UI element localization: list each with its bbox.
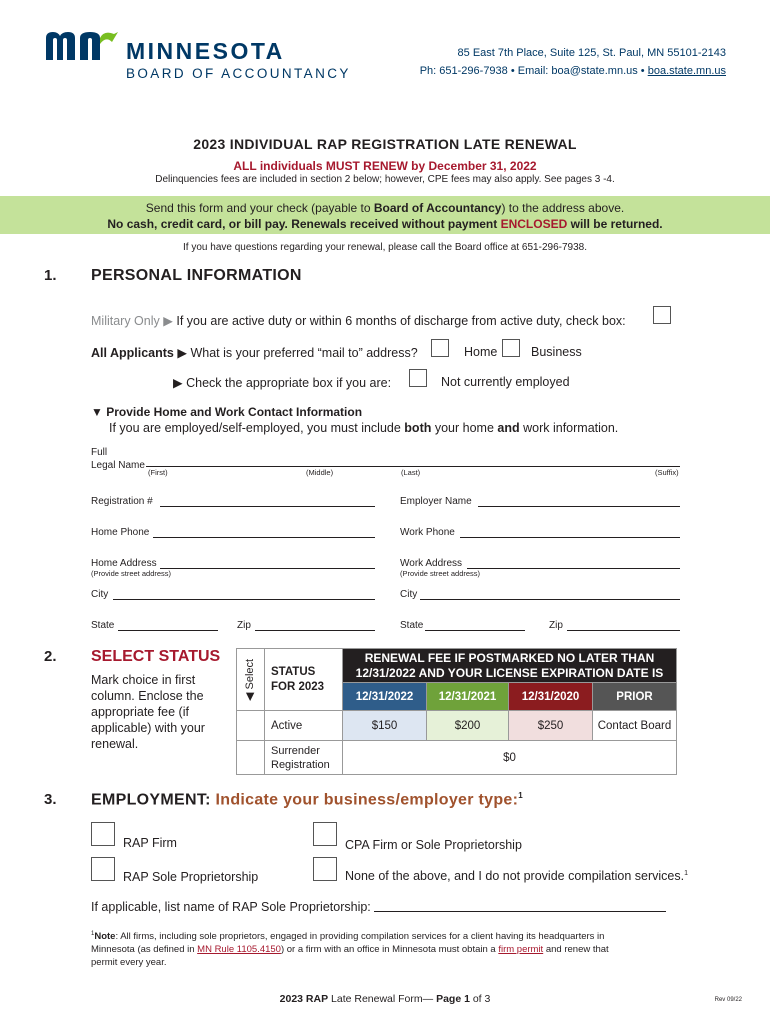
banner-warning: will be returned. [567, 217, 663, 231]
applicable-label: If applicable, list name of RAP Sole Proprietorship: [91, 900, 371, 914]
first-hint: (First) [148, 468, 168, 477]
status-active: Active [265, 711, 343, 741]
contact-text: Ph: 651-296-7938 • Email: boa@state.mn.us • [419, 65, 648, 77]
home-label: Home [464, 345, 498, 359]
fee-surrender: $0 [343, 741, 677, 775]
note-text: : All firms, including sole proprietors, engaged in providing compilation services for a client having its headquarters in [115, 931, 605, 943]
mail-to-text: What is your preferred “mail to” address? [190, 346, 418, 360]
contact-note [109, 421, 618, 435]
instruction-line: column. Enclose the [91, 689, 204, 703]
home-address-input[interactable] [160, 568, 375, 569]
select-text: Select [244, 658, 256, 690]
work-zip-input[interactable] [567, 630, 680, 631]
home-zip-label: Zip [237, 620, 251, 631]
questions-note: If you have questions regarding your renewal, please call the Board office at 651-296-7938. [183, 242, 587, 253]
home-phone-input[interactable] [153, 537, 375, 538]
section-2-number: 2. [44, 648, 57, 665]
rap-firm-label: RAP Firm [123, 836, 177, 850]
middle-hint: (Middle) [306, 468, 334, 477]
section-1-title: PERSONAL INFORMATION [91, 267, 302, 284]
rap-sole-label: RAP Sole Proprietorship [123, 870, 259, 884]
footnote-line: permit every year. [91, 957, 167, 969]
select-header [237, 649, 265, 711]
banner-text: ) to the address above. [501, 201, 625, 215]
arrow-left-icon: ◀ [244, 692, 256, 701]
instruction-line: applicable) with your [91, 721, 205, 735]
footnote-marker: 1 [518, 791, 523, 800]
status-header [265, 649, 343, 711]
firm-permit-link[interactable]: firm permit [498, 944, 544, 956]
active-select-cell[interactable] [237, 711, 265, 741]
arrow-right-icon: ▶ [177, 346, 187, 360]
suffix-hint: (Suffix) [655, 468, 679, 477]
work-address-label: Work Address [400, 558, 463, 569]
business-checkbox[interactable] [502, 339, 520, 357]
note-label: Note [94, 931, 116, 943]
home-zip-input[interactable] [255, 630, 375, 631]
date-2021: 12/31/2021 [427, 683, 509, 711]
section-2-title: SELECT STATUS [91, 648, 221, 665]
footnote-line [91, 928, 691, 943]
surrender-select-cell[interactable] [237, 741, 265, 775]
rap-firm-checkbox[interactable] [91, 822, 115, 846]
mn-logo-icon [44, 30, 120, 60]
instruction-line: renewal. [91, 737, 139, 751]
military-checkbox[interactable] [653, 306, 671, 324]
delinquency-note: Delinquencies fees are included in section 2 below; however, CPE fees may also apply. See pages 3 -4. [155, 174, 615, 185]
section-3-number: 3. [44, 791, 57, 808]
payee-name: Board of Accountancy [373, 201, 502, 215]
military-label: Military Only [91, 314, 160, 328]
contact-heading-text: Provide Home and Work Contact Information [106, 405, 363, 419]
contact-heading [91, 405, 362, 419]
date-prior: PRIOR [593, 683, 677, 711]
cpa-firm-checkbox[interactable] [313, 822, 337, 846]
business-label: Business [531, 345, 582, 359]
contact-block [420, 44, 726, 80]
work-state-label: State [400, 620, 424, 631]
board-logo [44, 30, 364, 85]
arrow-right-icon: ▶ [163, 314, 173, 328]
contact-line [420, 62, 726, 80]
instruction-line: appropriate fee (if [91, 705, 189, 719]
employer-label: Employer Name [400, 496, 472, 507]
footnote-marker: 1 [91, 931, 95, 937]
home-phone-label: Home Phone [91, 527, 150, 538]
home-state-input[interactable] [118, 630, 218, 631]
work-state-input[interactable] [425, 630, 525, 631]
employment-title: EMPLOYMENT: [91, 791, 216, 809]
military-row [91, 313, 626, 328]
footer-form: 2023 RAP [279, 993, 329, 1005]
military-text: If you are active duty or within 6 months of discharge from active duty, check box: [176, 314, 626, 328]
note-text: Minnesota (as defined in [91, 944, 198, 956]
fee-header-line: RENEWAL FEE IF POSTMARKED NO LATER THAN [364, 650, 655, 665]
legal-name-line[interactable] [146, 466, 680, 467]
arrow-right-icon: ▶ [173, 376, 183, 390]
none-text: None of the above, and I do not provide compilation services. [345, 869, 685, 883]
footnote-line [91, 943, 691, 956]
section-1-number: 1. [44, 267, 57, 284]
banner-line-2 [0, 216, 770, 232]
employer-input[interactable] [478, 506, 680, 507]
fee-2022: $150 [343, 711, 427, 741]
footer-page: Page 1 [436, 993, 470, 1005]
payment-banner [0, 196, 770, 234]
footnote-marker: 1 [684, 869, 688, 877]
page-footer [0, 993, 770, 1005]
website-link[interactable]: boa.state.mn.us [647, 65, 726, 77]
last-hint: (Last) [401, 468, 421, 477]
work-zip-label: Zip [549, 620, 563, 631]
status-instructions [91, 672, 205, 752]
surrender-line: Registration [271, 758, 330, 771]
fee-prior: Contact Board [593, 711, 677, 741]
legal-name-label: Legal Name [91, 460, 145, 471]
status-header-line: FOR 2023 [271, 680, 325, 693]
note-bold: both [404, 421, 432, 435]
not-employed-label: Not currently employed [441, 375, 570, 389]
mail-to-row [91, 345, 418, 360]
home-address-label: Home Address [91, 558, 157, 569]
all-applicants-label: All Applicants [91, 346, 174, 360]
footer-of: of 3 [469, 993, 491, 1005]
note-bold: and [497, 421, 520, 435]
footer-text: Late Renewal Form— [328, 993, 437, 1005]
banner-line-1 [0, 200, 770, 216]
note-text: If you are employed/self-employed, you must include [109, 421, 405, 435]
home-city-input[interactable] [113, 599, 375, 600]
arrow-down-icon: ▼ [91, 405, 103, 419]
work-phone-input[interactable] [460, 537, 680, 538]
deadline-notice: ALL individuals MUST RENEW by December 31, 2022 [233, 159, 537, 173]
employment-subtitle: Indicate your business/employer type: [215, 791, 519, 809]
fee-2021: $200 [427, 711, 509, 741]
org-name: MINNESOTA [126, 38, 285, 64]
instruction-line: Mark choice in first [91, 673, 196, 687]
note-text: your home [431, 421, 498, 435]
date-2022: 12/31/2022 [343, 683, 427, 711]
note-text: and renew that [543, 944, 609, 956]
org-subtitle: BOARD OF ACCOUNTANCY [126, 66, 351, 81]
revision-date: Rev 09/22 [714, 997, 742, 1003]
select-header-label [241, 651, 261, 711]
enclosed-word: ENCLOSED [500, 217, 568, 231]
home-street-hint: (Provide street address) [91, 569, 172, 578]
cpa-firm-label: CPA Firm or Sole Proprietorship [345, 838, 522, 852]
none-checkbox[interactable] [313, 857, 337, 881]
rap-sole-name-input[interactable] [374, 911, 666, 912]
status-surrender [265, 741, 343, 775]
section-3-title [91, 791, 523, 809]
surrender-line: Surrender [271, 744, 320, 757]
fee-header-line: 12/31/2022 AND YOUR LICENSE EXPIRATION DATE IS [355, 665, 664, 680]
employment-check-row [173, 375, 391, 390]
status-header-line: STATUS [271, 665, 316, 678]
none-label [345, 869, 688, 883]
work-address-input[interactable] [467, 568, 680, 569]
table-header-row [237, 649, 677, 683]
work-city-input[interactable] [420, 599, 680, 600]
employment-check-text: Check the appropriate box if you are: [186, 376, 392, 390]
footnote [91, 928, 691, 969]
work-city-label: City [400, 589, 418, 600]
note-text: ) or a firm with an office in Minnesota must obtain a [280, 944, 499, 956]
note-text: work information. [519, 421, 619, 435]
registration-label: Registration # [91, 496, 153, 507]
work-phone-label: Work Phone [400, 527, 455, 538]
table-row [237, 711, 677, 741]
home-checkbox[interactable] [431, 339, 449, 357]
home-state-label: State [91, 620, 115, 631]
full-label: Full [91, 447, 108, 458]
date-2020: 12/31/2020 [509, 683, 593, 711]
work-street-hint: (Provide street address) [400, 569, 481, 578]
registration-input[interactable] [160, 506, 375, 507]
not-employed-checkbox[interactable] [409, 369, 427, 387]
banner-text: Send this form and your check (payable to [145, 201, 374, 215]
home-city-label: City [91, 589, 109, 600]
rap-sole-checkbox[interactable] [91, 857, 115, 881]
banner-warning: No cash, credit card, or bill pay. Renewals received without payment [107, 217, 501, 231]
status-fee-table [236, 648, 677, 775]
form-title: 2023 INDIVIDUAL RAP REGISTRATION LATE RENEWAL [193, 136, 577, 152]
fee-header [343, 649, 677, 683]
address-text: 85 East 7th Place, Suite 125, St. Paul, MN 55101-2143 [457, 47, 726, 59]
table-row [237, 741, 677, 775]
fee-2020: $250 [509, 711, 593, 741]
mn-rule-link[interactable]: MN Rule 1105.4150 [197, 944, 281, 956]
